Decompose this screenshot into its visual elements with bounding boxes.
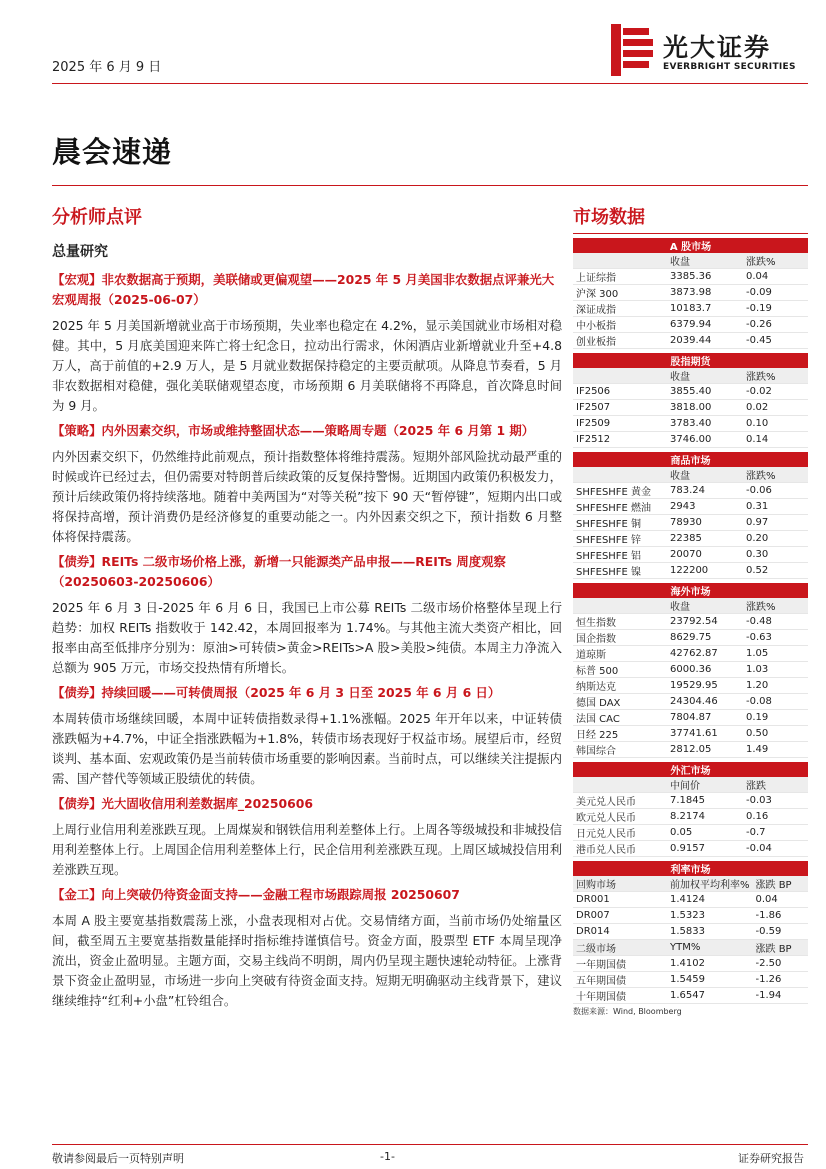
- table-cell: -0.02: [743, 384, 808, 400]
- table-cell: 23792.54: [667, 614, 743, 630]
- table-row: [573, 432, 808, 448]
- table-cell: 涨跌: [743, 777, 808, 793]
- table-row: [573, 710, 808, 726]
- table-cell: -0.03: [743, 793, 808, 809]
- table-cell: 8629.75: [667, 630, 743, 646]
- table-cell: 78930: [667, 515, 743, 531]
- table-cell: 2943: [667, 499, 743, 515]
- table-cell: -0.63: [743, 630, 808, 646]
- table-cell: 前加权平均利率%: [667, 876, 753, 892]
- table-cell: 0.31: [743, 499, 808, 515]
- table-row: [573, 972, 808, 988]
- table-cell: 收盘: [667, 253, 743, 269]
- market-table-name: 外汇市场: [573, 762, 808, 777]
- market-table: [573, 583, 808, 758]
- table-row: [573, 924, 808, 940]
- table-cell: 19529.95: [667, 678, 743, 694]
- market-table-name: 股指期货: [573, 353, 808, 368]
- table-cell: 中间价: [667, 777, 743, 793]
- table-cell: 0.14: [743, 432, 808, 448]
- table-cell: IF2507: [573, 400, 667, 416]
- table-cell: 收盘: [667, 467, 743, 483]
- table-cell: -0.48: [743, 614, 808, 630]
- table-cell: -1.86: [753, 908, 808, 924]
- page-title: 晨会速递: [52, 135, 173, 169]
- table-row: [573, 547, 808, 563]
- table-row: [573, 892, 808, 908]
- table-cell: 22385: [667, 531, 743, 547]
- report-date: 2025 年 6 月 9 日: [52, 60, 162, 75]
- table-cell: 3873.98: [667, 285, 743, 301]
- table-header-row: [573, 598, 808, 614]
- table-cell: 日元兑人民币: [573, 825, 667, 841]
- table-row: [573, 809, 808, 825]
- market-table-name: 海外市场: [573, 583, 808, 598]
- table-header-row: [573, 940, 808, 956]
- table-row: [573, 285, 808, 301]
- table-row: [573, 515, 808, 531]
- brand-name-cn: 光大证券: [663, 33, 772, 62]
- table-cell: 沪深 300: [573, 285, 667, 301]
- table-cell: [573, 598, 667, 614]
- table-cell: 783.24: [667, 483, 743, 499]
- table-cell: 20070: [667, 547, 743, 563]
- table-cell: [573, 368, 667, 384]
- table-name-row: [573, 452, 808, 467]
- market-table: [573, 353, 808, 448]
- table-header-row: [573, 467, 808, 483]
- market-table-name: A 股市场: [573, 238, 808, 253]
- table-cell: 7804.87: [667, 710, 743, 726]
- table-cell: DR014: [573, 924, 667, 940]
- brand-name-en: EVERBRIGHT SECURITIES: [663, 62, 796, 72]
- table-cell: 韩国综合: [573, 742, 667, 758]
- table-row: [573, 400, 808, 416]
- table-cell: 1.5459: [667, 972, 753, 988]
- table-cell: DR007: [573, 908, 667, 924]
- analyst-item-head: 【债券】REITs 二级市场价格上涨，新增一只能源类产品申报——REITs 周度观察（20250603-20250606）: [52, 554, 506, 589]
- market-table-name: 商品市场: [573, 452, 808, 467]
- table-cell: 涨跌 BP: [753, 876, 808, 892]
- table-row: [573, 499, 808, 515]
- table-row: [573, 483, 808, 499]
- analyst-item-head: 【宏观】非农数据高于预期，美联储或更偏观望——2025 年 5 月美国非农数据点评兼光大宏观周报（2025-06-07）: [52, 272, 555, 307]
- table-cell: 创业板指: [573, 333, 667, 349]
- market-tables: [573, 238, 808, 1004]
- table-cell: 3746.00: [667, 432, 743, 448]
- footer-disclaimer: 敬请参阅最后一页特别声明: [52, 1152, 184, 1165]
- table-cell: 8.2174: [667, 809, 743, 825]
- table-cell: YTM%: [667, 940, 753, 956]
- table-row: [573, 742, 808, 758]
- table-cell: 37741.61: [667, 726, 743, 742]
- table-cell: 0.19: [743, 710, 808, 726]
- table-cell: SHFESHFE 铝: [573, 547, 667, 563]
- table-name-row: [573, 583, 808, 598]
- table-cell: 0.04: [743, 269, 808, 285]
- table-cell: 港币兑人民币: [573, 841, 667, 857]
- table-cell: 0.20: [743, 531, 808, 547]
- table-row: [573, 301, 808, 317]
- table-cell: 恒生指数: [573, 614, 667, 630]
- table-row: [573, 384, 808, 400]
- analyst-item-body: 内外因素交织下，仍然维持此前观点，预计指数整体将维持震荡。短期外部风险扰动最严重的时候或许已经过去，但仍需要对特朗普后续政策的反复保持警惕。近期国内政策仍积极发力，预计后续政策仍将持续落地。随着中美两国为“对等关税”按下 90 天“暂停键”，短期内出口或将保持高增，预计消费仍是经济修复的重要动能之一。内外因素交织之下，预计指数 6 月整体将保持震荡。: [52, 449, 562, 544]
- table-cell: 欧元兑人民币: [573, 809, 667, 825]
- header-divider: [52, 83, 808, 84]
- analyst-section: [52, 203, 562, 1016]
- table-cell: IF2506: [573, 384, 667, 400]
- table-cell: -0.06: [743, 483, 808, 499]
- table-cell: 0.10: [743, 416, 808, 432]
- table-cell: 德国 DAX: [573, 694, 667, 710]
- table-cell: [573, 467, 667, 483]
- title-divider: [52, 185, 808, 186]
- market-table: [573, 861, 808, 1004]
- table-name-row: [573, 762, 808, 777]
- market-section: [573, 203, 808, 1017]
- table-cell: 1.05: [743, 646, 808, 662]
- analyst-subsection-title: 总量研究: [52, 244, 108, 260]
- table-cell: 收盘: [667, 598, 743, 614]
- table-cell: -0.26: [743, 317, 808, 333]
- table-row: [573, 646, 808, 662]
- analyst-item-head: 【金工】向上突破仍待资金面支持——金融工程市场跟踪周报 20250607: [52, 887, 460, 902]
- market-table: [573, 452, 808, 579]
- table-cell: 涨跌%: [743, 467, 808, 483]
- table-row: [573, 333, 808, 349]
- table-cell: 法国 CAC: [573, 710, 667, 726]
- table-cell: 1.6547: [667, 988, 753, 1004]
- analyst-item-head: 【债券】持续回暖——可转债周报（2025 年 6 月 3 日至 2025 年 6 月 6 日）: [52, 685, 501, 700]
- everbright-logo-icon: [607, 22, 655, 78]
- analyst-item-body: 2025 年 6 月 3 日-2025 年 6 月 6 日，我国已上市公募 REITs 二级市场价格整体呈现上行趋势：加权 REITs 指数收于 142.42，本周回报率为 1.74%。与其他主流大类资产相比，回报率由高至低排序分别为：原油>可转债>黄金>REITs>A 股>美股>纯债。本周主力净流入总额为 905 万元，市场交投热情有所增长。: [52, 600, 562, 675]
- market-table: [573, 238, 808, 349]
- table-cell: SHFESHFE 黄金: [573, 483, 667, 499]
- table-row: [573, 630, 808, 646]
- table-name-row: [573, 353, 808, 368]
- table-cell: 7.1845: [667, 793, 743, 809]
- analyst-item-head: 【策略】内外因素交织，市场或维持整固状态——策略周专题（2025 年 6 月第 1 期）: [52, 423, 535, 438]
- brand-logo: [607, 22, 807, 78]
- table-cell: 涨跌 BP: [753, 940, 808, 956]
- table-cell: 2039.44: [667, 333, 743, 349]
- table-header-row: [573, 253, 808, 269]
- table-cell: -0.04: [743, 841, 808, 857]
- table-cell: -0.09: [743, 285, 808, 301]
- table-cell: 美元兑人民币: [573, 793, 667, 809]
- table-cell: 0.52: [743, 563, 808, 579]
- table-row: [573, 726, 808, 742]
- table-cell: SHFESHFE 镍: [573, 563, 667, 579]
- table-header-row: [573, 876, 808, 892]
- analyst-items: [52, 270, 562, 1011]
- table-cell: 0.16: [743, 809, 808, 825]
- table-cell: 一年期国债: [573, 956, 667, 972]
- table-cell: 收盘: [667, 368, 743, 384]
- footer-divider: [52, 1144, 808, 1145]
- table-cell: 中小板指: [573, 317, 667, 333]
- table-cell: 0.97: [743, 515, 808, 531]
- table-name-row: [573, 238, 808, 253]
- market-table-name: 利率市场: [573, 861, 808, 876]
- table-row: [573, 317, 808, 333]
- table-cell: 0.05: [667, 825, 743, 841]
- table-cell: 24304.46: [667, 694, 743, 710]
- table-cell: 日经 225: [573, 726, 667, 742]
- table-cell: 1.03: [743, 662, 808, 678]
- table-cell: 10183.7: [667, 301, 743, 317]
- table-cell: SHFESHFE 燃油: [573, 499, 667, 515]
- table-cell: 42762.87: [667, 646, 743, 662]
- table-row: [573, 825, 808, 841]
- table-cell: [573, 253, 667, 269]
- table-cell: [573, 777, 667, 793]
- analyst-item-body: 本周转债市场继续回暖，本周中证转债指数录得+1.1%涨幅。2025 年开年以来，中证转债涨跌幅为+4.7%，中证全指涨跌幅为+1.8%，转债市场表现好于权益市场。展望后市，经贸谈判、基本面、宏观政策仍是当前转债市场重要的影响因素。当前时点，可以继续关注提振内需、国产替代等领域正股绩优的转债。: [52, 711, 562, 786]
- table-cell: 十年期国债: [573, 988, 667, 1004]
- table-cell: SHFESHFE 铜: [573, 515, 667, 531]
- table-cell: 五年期国债: [573, 972, 667, 988]
- footer-report-type: 证券研究报告: [738, 1152, 804, 1165]
- table-cell: 1.5323: [667, 908, 753, 924]
- table-cell: IF2512: [573, 432, 667, 448]
- table-cell: -0.7: [743, 825, 808, 841]
- table-cell: 6000.36: [667, 662, 743, 678]
- market-section-title: 市场数据: [573, 203, 808, 234]
- data-source: 数据来源：Wind, Bloomberg: [573, 1007, 682, 1016]
- table-cell: IF2509: [573, 416, 667, 432]
- table-cell: -0.45: [743, 333, 808, 349]
- table-cell: 国企指数: [573, 630, 667, 646]
- table-cell: 3818.00: [667, 400, 743, 416]
- table-row: [573, 694, 808, 710]
- table-cell: 1.4124: [667, 892, 753, 908]
- table-cell: 纳斯达克: [573, 678, 667, 694]
- table-cell: -0.08: [743, 694, 808, 710]
- table-cell: 二级市场: [573, 940, 667, 956]
- table-cell: 深证成指: [573, 301, 667, 317]
- analyst-section-title: 分析师点评: [52, 207, 142, 228]
- table-row: [573, 531, 808, 547]
- table-cell: 0.04: [753, 892, 808, 908]
- table-cell: -0.19: [743, 301, 808, 317]
- table-cell: 0.02: [743, 400, 808, 416]
- table-cell: 标普 500: [573, 662, 667, 678]
- table-cell: 0.50: [743, 726, 808, 742]
- table-cell: 1.49: [743, 742, 808, 758]
- table-cell: -0.59: [753, 924, 808, 940]
- table-cell: 上证综指: [573, 269, 667, 285]
- table-cell: -1.94: [753, 988, 808, 1004]
- table-cell: 3385.36: [667, 269, 743, 285]
- table-row: [573, 841, 808, 857]
- table-row: [573, 956, 808, 972]
- table-cell: 1.4102: [667, 956, 753, 972]
- table-name-row: [573, 861, 808, 876]
- table-row: [573, 678, 808, 694]
- table-row: [573, 269, 808, 285]
- analyst-item-body: 2025 年 5 月美国新增就业高于市场预期，失业率也稳定在 4.2%，显示美国就业市场相对稳健。其中，5 月底美国迎来阵亡将士纪念日，拉动出行需求，休闲酒店业新增就业升至+4.8 万人，高于前值的+2.9 万人，是 5 月就业数据保持稳定的主要贡献项。从降息节奏看，5 月非农数据相对稳健，强化美联储观望态度，市场预期 6 月美联储将不再降息，首次降息时间为 9 月。: [52, 318, 562, 413]
- table-cell: 2812.05: [667, 742, 743, 758]
- table-cell: 涨跌%: [743, 368, 808, 384]
- table-cell: -2.50: [753, 956, 808, 972]
- table-row: [573, 416, 808, 432]
- table-cell: 1.20: [743, 678, 808, 694]
- table-header-row: [573, 777, 808, 793]
- table-cell: 回购市场: [573, 876, 667, 892]
- table-row: [573, 988, 808, 1004]
- table-row: [573, 662, 808, 678]
- page-number: -1-: [380, 1150, 395, 1163]
- table-row: [573, 563, 808, 579]
- table-row: [573, 793, 808, 809]
- table-cell: 122200: [667, 563, 743, 579]
- analyst-item-body: 本周 A 股主要宽基指数震荡上涨，小盘表现相对占优。交易情绪方面，当前市场仍处缩量区间，截至周五主要宽基指数量能择时指标维持谨慎信号。资金方面，股票型 ETF 本周呈现净流出，资金止盈明显。主题方面，交易主线尚不明朗，周内仍呈现主题快速轮动特征。上涨背景下资金止盈明显，市场进一步向上突破有待资金面支持。短期无明确驱动主线背景下，建议继续维持“红利+小盘”杠铃组合。: [52, 913, 562, 1008]
- table-row: [573, 614, 808, 630]
- table-cell: 0.9157: [667, 841, 743, 857]
- table-cell: 涨跌%: [743, 253, 808, 269]
- table-cell: SHFESHFE 锌: [573, 531, 667, 547]
- table-cell: 6379.94: [667, 317, 743, 333]
- table-cell: 涨跌%: [743, 598, 808, 614]
- analyst-item-head: 【债券】光大固收信用利差数据库_20250606: [52, 796, 314, 811]
- table-cell: 0.30: [743, 547, 808, 563]
- table-cell: DR001: [573, 892, 667, 908]
- table-cell: 道琼斯: [573, 646, 667, 662]
- table-header-row: [573, 368, 808, 384]
- analyst-item-body: 上周行业信用利差涨跌互现。上周煤炭和钢铁信用利差整体上行。上周各等级城投和非城投信用利差整体上行。上周国企信用利差整体上行，民企信用利差涨跌互现。上周区域城投信用利差涨跌互现。: [52, 822, 562, 877]
- table-cell: 3783.40: [667, 416, 743, 432]
- market-table: [573, 762, 808, 857]
- table-cell: -1.26: [753, 972, 808, 988]
- table-cell: 1.5833: [667, 924, 753, 940]
- table-cell: 3855.40: [667, 384, 743, 400]
- table-row: [573, 908, 808, 924]
